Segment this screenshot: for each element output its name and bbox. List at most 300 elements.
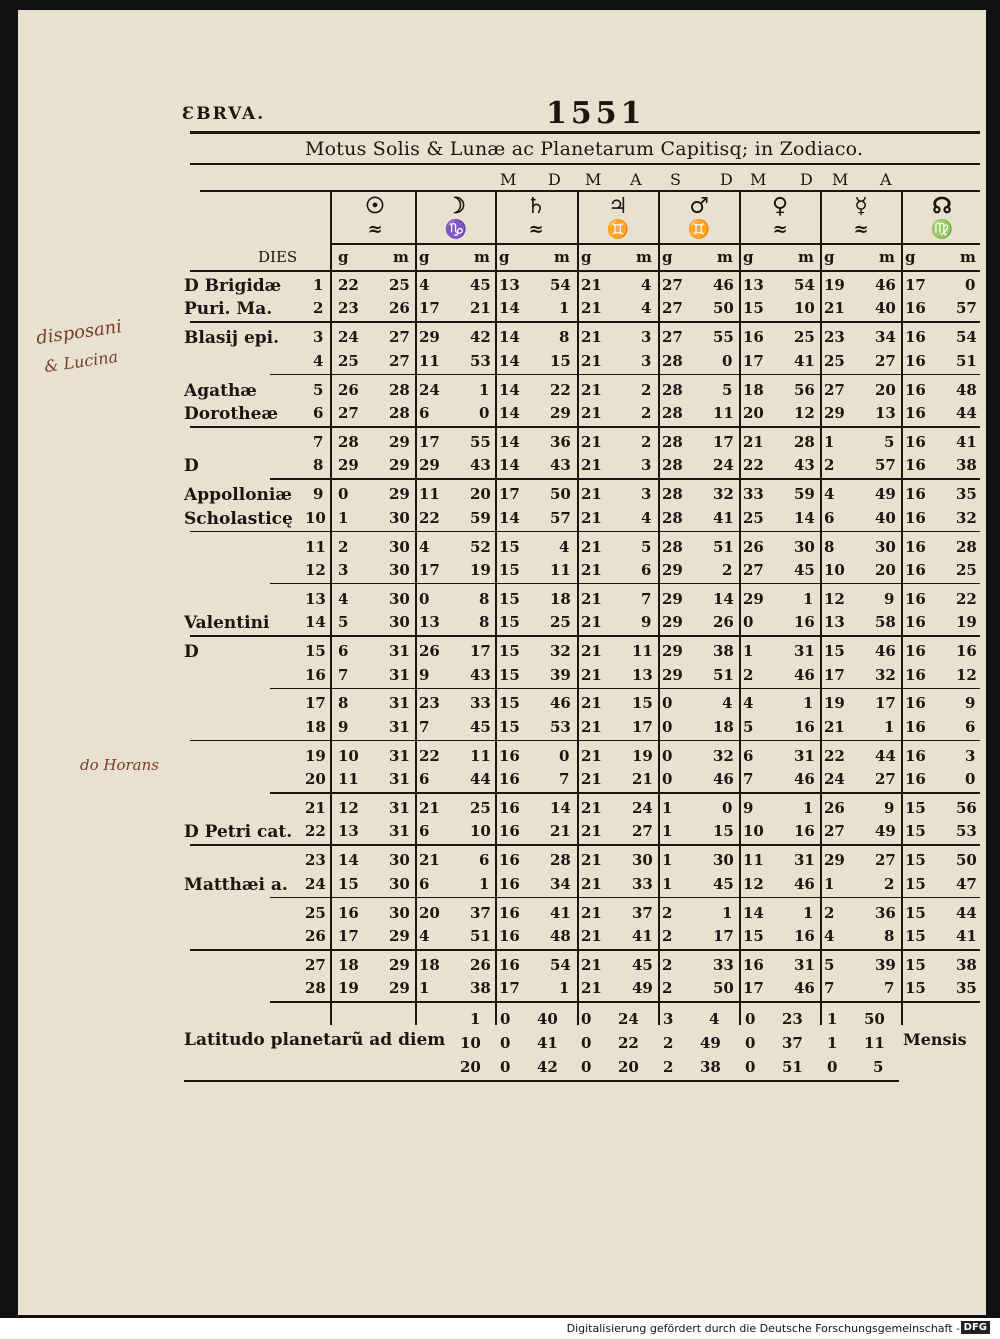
ephemeris-value: 43 <box>470 665 491 684</box>
ephemeris-value: 28 <box>662 456 683 475</box>
ephemeris-value: 48 <box>956 380 977 399</box>
ephemeris-value: 16 <box>905 485 926 504</box>
ephemeris-value: 21 <box>581 822 602 841</box>
ephemeris-value: 16 <box>499 903 520 922</box>
ephemeris-value: 27 <box>875 851 896 870</box>
feast-day-label: Matthæi a. <box>184 874 288 895</box>
ephemeris-value: 14 <box>794 508 815 527</box>
minute-header: m <box>554 248 570 266</box>
ephemeris-value: 17 <box>875 694 896 713</box>
day-number: 20 <box>305 770 326 789</box>
ephemeris-value: 4 <box>559 537 570 556</box>
ephemeris-value: 14 <box>499 456 520 475</box>
ephemeris-value: 18 <box>419 955 440 974</box>
dir-rule <box>200 190 980 192</box>
ephemeris-value: 6 <box>419 822 430 841</box>
ephemeris-value: 11 <box>743 851 764 870</box>
ephemeris-value: 15 <box>499 665 520 684</box>
latitude-value: 0 <box>500 1058 511 1076</box>
ephemeris-value: 17 <box>743 979 764 998</box>
ephemeris-value: 30 <box>713 851 734 870</box>
ephemeris-value: 16 <box>338 903 359 922</box>
ephemeris-value: 19 <box>824 276 845 294</box>
ephemeris-value: 12 <box>338 799 359 817</box>
ephemeris-value: 6 <box>743 746 754 765</box>
ephemeris-value: 29 <box>662 665 683 684</box>
row-rule <box>190 844 980 846</box>
ephemeris-value: 21 <box>470 299 491 318</box>
ephemeris-value: 1 <box>803 589 814 608</box>
ephemeris-value: 15 <box>743 299 764 318</box>
ephemeris-value: 26 <box>824 799 845 817</box>
latitude-value: 41 <box>537 1034 558 1052</box>
ephemeris-value: 6 <box>419 404 430 422</box>
ephemeris-value: 21 <box>581 770 602 789</box>
ephemeris-value: 50 <box>550 485 571 504</box>
ephemeris-value: 16 <box>499 874 520 893</box>
ephemeris-value: 28 <box>662 351 683 370</box>
ephemeris-value: 31 <box>794 642 815 661</box>
day-number: 28 <box>305 979 326 998</box>
ephemeris-value: 26 <box>419 642 440 661</box>
ephemeris-value: 16 <box>905 508 926 527</box>
ephemeris-value: 0 <box>965 276 976 294</box>
ephemeris-value: 2 <box>338 537 349 556</box>
ephemeris-value: 27 <box>875 351 896 370</box>
ephemeris-value: 51 <box>956 351 977 370</box>
ephemeris-value: 21 <box>581 404 602 422</box>
ephemeris-value: 27 <box>875 770 896 789</box>
ephemeris-value: 25 <box>794 328 815 347</box>
ephemeris-value: 33 <box>743 485 764 504</box>
ephemeris-value: 2 <box>824 456 835 475</box>
ephemeris-value: 0 <box>662 717 673 736</box>
ephemeris-value: 14 <box>499 299 520 318</box>
ephemeris-value: 13 <box>338 822 359 841</box>
ephemeris-value: 40 <box>875 508 896 527</box>
ephemeris-value: 31 <box>389 642 410 661</box>
ephemeris-value: 18 <box>550 589 571 608</box>
ephemeris-value: 36 <box>875 903 896 922</box>
ephemeris-value: 27 <box>662 276 683 294</box>
ephemeris-value: 22 <box>419 746 440 765</box>
ephemeris-value: 1 <box>559 979 570 998</box>
ephemeris-value: 2 <box>662 955 673 974</box>
ephemeris-value: 16 <box>905 380 926 399</box>
ephemeris-value: 13 <box>499 276 520 294</box>
ephemeris-value: 29 <box>389 927 410 945</box>
day-number: 9 <box>313 485 324 504</box>
ephemeris-value: 54 <box>956 328 977 347</box>
ephemeris-value: 31 <box>389 746 410 765</box>
ephemeris-value: 17 <box>743 351 764 370</box>
ephemeris-value: 19 <box>470 560 491 579</box>
latitude-value: 51 <box>782 1058 803 1076</box>
ephemeris-value: 31 <box>389 770 410 789</box>
ephemeris-value: 33 <box>713 955 734 974</box>
feast-day-label: D <box>184 642 199 663</box>
ephemeris-value: 30 <box>389 560 410 579</box>
ephemeris-value: 20 <box>875 380 896 399</box>
ephemeris-value: 32 <box>875 665 896 684</box>
ephemeris-value: 9 <box>743 799 754 817</box>
ephemeris-value: 12 <box>743 874 764 893</box>
column-divider <box>415 190 417 1025</box>
ephemeris-value: 21 <box>581 299 602 318</box>
ephemeris-value: 29 <box>389 432 410 451</box>
ephemeris-value: 4 <box>641 508 652 527</box>
ephemeris-value: 14 <box>499 404 520 422</box>
ephemeris-value: 21 <box>581 903 602 922</box>
day-number: 1 <box>313 276 324 294</box>
latitude-value: 0 <box>745 1058 756 1076</box>
ephemeris-value: 15 <box>743 927 764 945</box>
day-number: 12 <box>305 560 326 579</box>
ephemeris-value: 21 <box>581 508 602 527</box>
ephemeris-value: 1 <box>662 799 673 817</box>
direction-label: A <box>630 170 643 189</box>
ephemeris-value: 46 <box>794 665 815 684</box>
ephemeris-value: 11 <box>632 642 653 661</box>
ephemeris-value: 26 <box>338 380 359 399</box>
ephemeris-value: 16 <box>794 613 815 632</box>
ephemeris-value: 28 <box>389 404 410 422</box>
ephemeris-value: 19 <box>824 694 845 713</box>
direction-label: D <box>720 170 734 189</box>
minute-header: m <box>474 248 490 266</box>
ephemeris-value: 4 <box>641 276 652 294</box>
ephemeris-value: 42 <box>470 328 491 347</box>
latitude-value: 2 <box>663 1058 674 1076</box>
ephemeris-value: 16 <box>905 456 926 475</box>
ephemeris-value: 21 <box>581 955 602 974</box>
ephemeris-value: 0 <box>559 746 570 765</box>
ephemeris-value: 15 <box>905 927 926 945</box>
ephemeris-value: 31 <box>794 851 815 870</box>
ephemeris-value: 28 <box>662 380 683 399</box>
ephemeris-value: 21 <box>632 770 653 789</box>
ephemeris-value: 12 <box>956 665 977 684</box>
ephemeris-value: 21 <box>824 299 845 318</box>
mensis-label: Mensis <box>903 1030 967 1049</box>
ephemeris-value: 25 <box>389 276 410 294</box>
ephemeris-value: 9 <box>338 717 349 736</box>
ephemeris-value: 46 <box>550 694 571 713</box>
ephemeris-value: 11 <box>470 746 491 765</box>
ephemeris-value: 27 <box>824 380 845 399</box>
ephemeris-value: 14 <box>499 351 520 370</box>
ephemeris-value: 26 <box>713 613 734 632</box>
ephemeris-value: 9 <box>419 665 430 684</box>
ephemeris-value: 16 <box>905 746 926 765</box>
ephemeris-value: 8 <box>884 927 895 945</box>
ephemeris-value: 56 <box>794 380 815 399</box>
latitude-value: 49 <box>700 1034 721 1052</box>
ephemeris-value: 43 <box>794 456 815 475</box>
latitude-value: 37 <box>782 1034 803 1052</box>
moon-icon: ☽ ♑ <box>421 193 491 240</box>
latitude-value: 3 <box>663 1010 674 1028</box>
degree-header: g <box>581 248 592 266</box>
ephemeris-value: 11 <box>419 485 440 504</box>
ephemeris-value: 16 <box>905 717 926 736</box>
ephemeris-value: 29 <box>389 955 410 974</box>
ephemeris-value: 2 <box>641 404 652 422</box>
ephemeris-value: 1 <box>559 299 570 318</box>
direction-label: M <box>832 170 850 189</box>
ephemeris-value: 36 <box>550 432 571 451</box>
ephemeris-value: 15 <box>499 537 520 556</box>
row-rule <box>190 321 980 323</box>
ephemeris-value: 21 <box>824 717 845 736</box>
ephemeris-value: 25 <box>338 351 359 370</box>
ephemeris-value: 4 <box>419 537 430 556</box>
ephemeris-value: 52 <box>470 537 491 556</box>
ephemeris-value: 26 <box>470 955 491 974</box>
ephemeris-value: 30 <box>389 589 410 608</box>
ephemeris-value: 4 <box>419 927 430 945</box>
day-number: 22 <box>305 822 326 841</box>
ephemeris-value: 29 <box>550 404 571 422</box>
ephemeris-value: 41 <box>956 432 977 451</box>
ephemeris-value: 15 <box>905 822 926 841</box>
ephemeris-value: 30 <box>389 508 410 527</box>
latitude-value: 0 <box>745 1034 756 1052</box>
ephemeris-value: 21 <box>581 432 602 451</box>
row-rule <box>270 897 980 899</box>
ephemeris-value: 13 <box>743 276 764 294</box>
ephemeris-value: 22 <box>338 276 359 294</box>
ephemeris-value: 38 <box>470 979 491 998</box>
ephemeris-value: 8 <box>479 613 490 632</box>
ephemeris-value: 15 <box>550 351 571 370</box>
ephemeris-value: 46 <box>713 276 734 294</box>
ephemeris-value: 50 <box>713 299 734 318</box>
ephemeris-value: 45 <box>470 717 491 736</box>
latitude-value: 0 <box>500 1010 511 1028</box>
ephemeris-value: 29 <box>389 456 410 475</box>
ephemeris-value: 14 <box>713 589 734 608</box>
latitude-value: 1 <box>827 1010 838 1028</box>
ephemeris-value: 16 <box>956 642 977 661</box>
latitude-value: 5 <box>873 1058 884 1076</box>
ephemeris-value: 14 <box>499 508 520 527</box>
column-divider <box>577 190 579 1025</box>
latitude-value: 0 <box>581 1034 592 1052</box>
ephemeris-value: 27 <box>662 299 683 318</box>
sun-icon: ☉ ≈ <box>340 193 410 240</box>
ephemeris-value: 16 <box>905 589 926 608</box>
dragon-head-icon: ☊ ♍ <box>907 193 977 240</box>
day-number: 8 <box>313 456 324 475</box>
day-number: 5 <box>313 380 324 399</box>
ephemeris-value: 30 <box>389 851 410 870</box>
ephemeris-value: 54 <box>550 955 571 974</box>
ephemeris-value: 9 <box>641 613 652 632</box>
ephemeris-value: 21 <box>581 799 602 817</box>
ephemeris-value: 24 <box>713 456 734 475</box>
latitude-value: 42 <box>537 1058 558 1076</box>
minute-header: m <box>879 248 895 266</box>
ephemeris-value: 16 <box>499 746 520 765</box>
ephemeris-value: 24 <box>419 380 440 399</box>
ephemeris-value: 21 <box>743 432 764 451</box>
ephemeris-value: 49 <box>632 979 653 998</box>
ephemeris-value: 25 <box>550 613 571 632</box>
ephemeris-value: 15 <box>824 642 845 661</box>
latitude-value: 50 <box>864 1010 885 1028</box>
ephemeris-value: 53 <box>956 822 977 841</box>
ephemeris-value: 0 <box>722 799 733 817</box>
ephemeris-value: 28 <box>956 537 977 556</box>
zodiac-sign: ≈ <box>772 219 788 240</box>
ephemeris-value: 27 <box>389 351 410 370</box>
degree-header: g <box>905 248 916 266</box>
ephemeris-value: 18 <box>338 955 359 974</box>
ephemeris-value: 6 <box>419 874 430 893</box>
ephemeris-value: 17 <box>419 560 440 579</box>
ephemeris-value: 0 <box>662 746 673 765</box>
ephemeris-value: 15 <box>632 694 653 713</box>
ephemeris-value: 41 <box>550 903 571 922</box>
ephemeris-value: 5 <box>824 955 835 974</box>
ephemeris-value: 10 <box>824 560 845 579</box>
ephemeris-value: 28 <box>550 851 571 870</box>
ephemeris-value: 10 <box>338 746 359 765</box>
ephemeris-value: 29 <box>824 404 845 422</box>
column-divider <box>495 190 497 1025</box>
ephemeris-value: 32 <box>713 485 734 504</box>
ephemeris-value: 1 <box>803 694 814 713</box>
ephemeris-value: 7 <box>824 979 835 998</box>
ephemeris-value: 8 <box>479 589 490 608</box>
ephemeris-value: 29 <box>662 560 683 579</box>
ephemeris-value: 6 <box>338 642 349 661</box>
ephemeris-value: 4 <box>824 485 835 504</box>
head-rule <box>190 270 980 272</box>
ephemeris-value: 19 <box>632 746 653 765</box>
ephemeris-value: 27 <box>662 328 683 347</box>
ephemeris-value: 41 <box>713 508 734 527</box>
ephemeris-value: 0 <box>743 613 754 632</box>
ephemeris-value: 31 <box>389 694 410 713</box>
ephemeris-value: 2 <box>743 665 754 684</box>
ephemeris-value: 15 <box>499 613 520 632</box>
ephemeris-value: 5 <box>641 537 652 556</box>
ephemeris-value: 1 <box>743 642 754 661</box>
feast-day-label: D Petri cat. <box>184 822 293 843</box>
ephemeris-value: 41 <box>794 351 815 370</box>
ephemeris-value: 41 <box>632 927 653 945</box>
ephemeris-value: 34 <box>550 874 571 893</box>
ephemeris-value: 28 <box>338 432 359 451</box>
ephemeris-value: 38 <box>713 642 734 661</box>
ephemeris-value: 17 <box>713 432 734 451</box>
ephemeris-value: 17 <box>499 485 520 504</box>
ephemeris-value: 57 <box>875 456 896 475</box>
ephemeris-value: 0 <box>662 694 673 713</box>
ephemeris-value: 16 <box>905 770 926 789</box>
ephemeris-value: 30 <box>875 537 896 556</box>
ephemeris-value: 21 <box>581 380 602 399</box>
ephemeris-value: 30 <box>389 874 410 893</box>
ephemeris-value: 28 <box>662 485 683 504</box>
ephemeris-value: 21 <box>581 874 602 893</box>
ephemeris-value: 0 <box>662 770 673 789</box>
ephemeris-value: 0 <box>419 589 430 608</box>
ephemeris-value: 15 <box>499 694 520 713</box>
direction-label: M <box>750 170 768 189</box>
ephemeris-value: 3 <box>641 351 652 370</box>
ephemeris-value: 33 <box>470 694 491 713</box>
latitude-value: 0 <box>745 1010 756 1028</box>
row-rule <box>190 426 980 428</box>
ephemeris-value: 54 <box>550 276 571 294</box>
ephemeris-value: 7 <box>743 770 754 789</box>
ephemeris-value: 43 <box>550 456 571 475</box>
ephemeris-value: 7 <box>419 717 430 736</box>
ephemeris-value: 1 <box>479 380 490 399</box>
ephemeris-value: 53 <box>550 717 571 736</box>
ephemeris-value: 21 <box>581 485 602 504</box>
zodiac-sign: ♊ <box>687 219 711 240</box>
ephemeris-value: 9 <box>965 694 976 713</box>
day-number: 2 <box>313 299 324 318</box>
ephemeris-value: 31 <box>389 717 410 736</box>
latitude-value: 20 <box>618 1058 639 1076</box>
ephemeris-value: 49 <box>875 485 896 504</box>
row-rule <box>190 949 980 951</box>
ephemeris-value: 31 <box>389 822 410 841</box>
ephemeris-value: 11 <box>713 404 734 422</box>
latitude-value: 24 <box>618 1010 639 1028</box>
day-number: 4 <box>313 351 324 370</box>
ephemeris-value: 45 <box>713 874 734 893</box>
ephemeris-value: 21 <box>581 927 602 945</box>
ephemeris-value: 2 <box>641 432 652 451</box>
day-number: 23 <box>305 851 326 870</box>
saturn-icon: ♄ ≈ <box>501 193 571 240</box>
ephemeris-value: 31 <box>794 955 815 974</box>
dies-label: DIES <box>258 248 298 266</box>
ephemeris-value: 27 <box>632 822 653 841</box>
mercury-icon: ☿ ≈ <box>826 193 896 240</box>
ephemeris-value: 29 <box>419 328 440 347</box>
ephemeris-value: 24 <box>824 770 845 789</box>
ephemeris-value: 33 <box>632 874 653 893</box>
direction-label: S <box>670 170 682 189</box>
ephemeris-value: 15 <box>905 874 926 893</box>
ephemeris-value: 31 <box>389 665 410 684</box>
footer-bar <box>0 1318 1000 1339</box>
latitude-value: 23 <box>782 1010 803 1028</box>
ephemeris-value: 9 <box>884 589 895 608</box>
ephemeris-value: 32 <box>550 642 571 661</box>
ephemeris-value: 15 <box>499 642 520 661</box>
day-number: 6 <box>313 404 324 422</box>
ephemeris-value: 31 <box>794 746 815 765</box>
marginal-note-2: & Lucina <box>43 346 120 377</box>
ephemeris-value: 16 <box>905 642 926 661</box>
ephemeris-value: 30 <box>794 537 815 556</box>
day-number: 26 <box>305 927 326 945</box>
ephemeris-value: 16 <box>499 799 520 817</box>
day-number: 27 <box>305 955 326 974</box>
latitude-value: 38 <box>700 1058 721 1076</box>
marginal-note-1: disposani <box>34 316 124 349</box>
latitude-value: 40 <box>537 1010 558 1028</box>
ephemeris-value: 17 <box>824 665 845 684</box>
